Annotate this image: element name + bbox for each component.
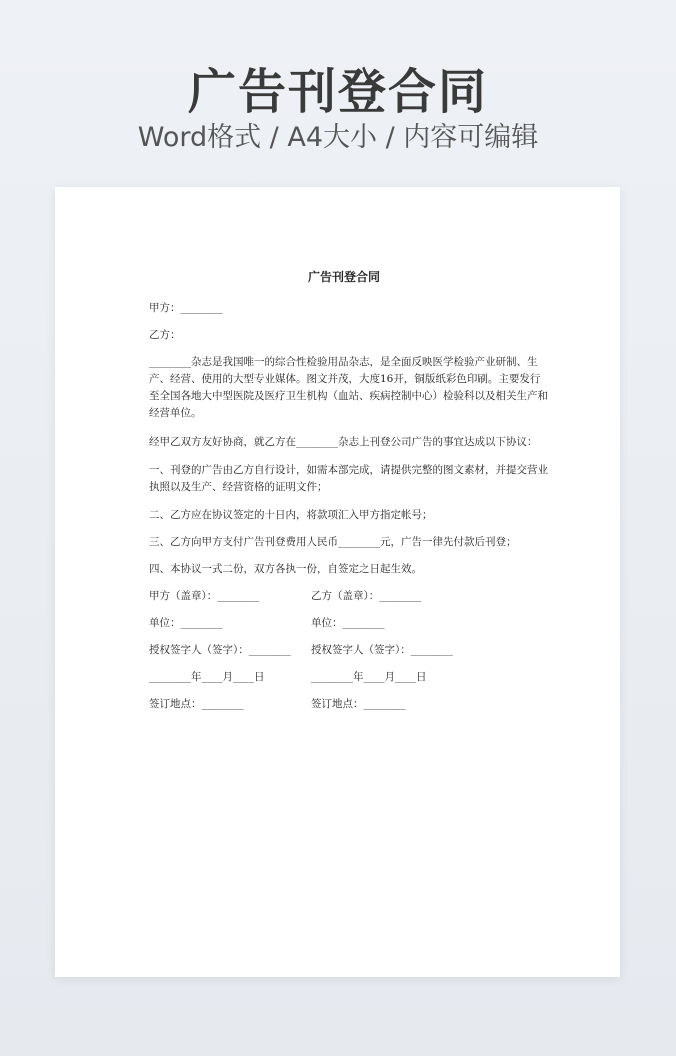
- document-title: 广告刊登合同: [307, 270, 380, 284]
- hero-subtitle: Word格式 / A4大小 / 内容可编辑: [137, 122, 539, 153]
- party-b-signer: 授权签字人（签字）：________: [311, 644, 453, 656]
- party-b-unit: 单位：________: [311, 617, 385, 629]
- party-a-signer: 授权签字人（签字）：________: [149, 644, 291, 656]
- clause-4: 四、本协议一式二份，双方各执一份，自签定之日起生效。: [149, 563, 422, 575]
- agreement-paragraph: 经甲乙双方友好协商，就乙方在________杂志上刊登公司广告的事宜达成以下协议：: [149, 436, 538, 448]
- intro-paragraph: ________杂志是我国唯一的综合性检验用品杂志，是全面反映医学检验产业研制、生产、经营、使用的大型专业媒体。图文并茂，大度16开，铜版纸彩色印刷。主要发行至全国各地大中型医院及医疗卫生机构（血站、疾病控制中心）检验科以及相关生产和经营单位。: [149, 356, 548, 419]
- document-page: [55, 187, 620, 977]
- party-a-seal: 甲方（盖章）：________: [149, 590, 260, 602]
- party-a-line: 甲方：________: [149, 302, 223, 314]
- party-b-date: ________年____月____日: [311, 671, 427, 683]
- clause-3: 三、乙方向甲方支付广告刊登费用人民币________元，广告一律先付款后刊登；: [149, 536, 517, 548]
- clause-1: 一、刊登的广告由乙方自行设计，如需本部完成，请提供完整的图文素材，并提交营业执照以及生产、经营资格的证明文件；: [149, 464, 548, 493]
- party-a-date: ________年____月____日: [149, 671, 265, 683]
- hero-title: 广告刊登合同: [187, 64, 488, 120]
- party-b-seal: 乙方（盖章）：________: [311, 590, 422, 602]
- party-b-line: 乙方：: [149, 329, 181, 341]
- party-a-unit: 单位：________: [149, 617, 223, 629]
- party-b-place: 签订地点：________: [311, 698, 406, 710]
- clause-2: 二、乙方应在协议签定的十日内，将款项汇入甲方指定帐号；: [149, 509, 433, 521]
- party-a-place: 签订地点：________: [149, 698, 244, 710]
